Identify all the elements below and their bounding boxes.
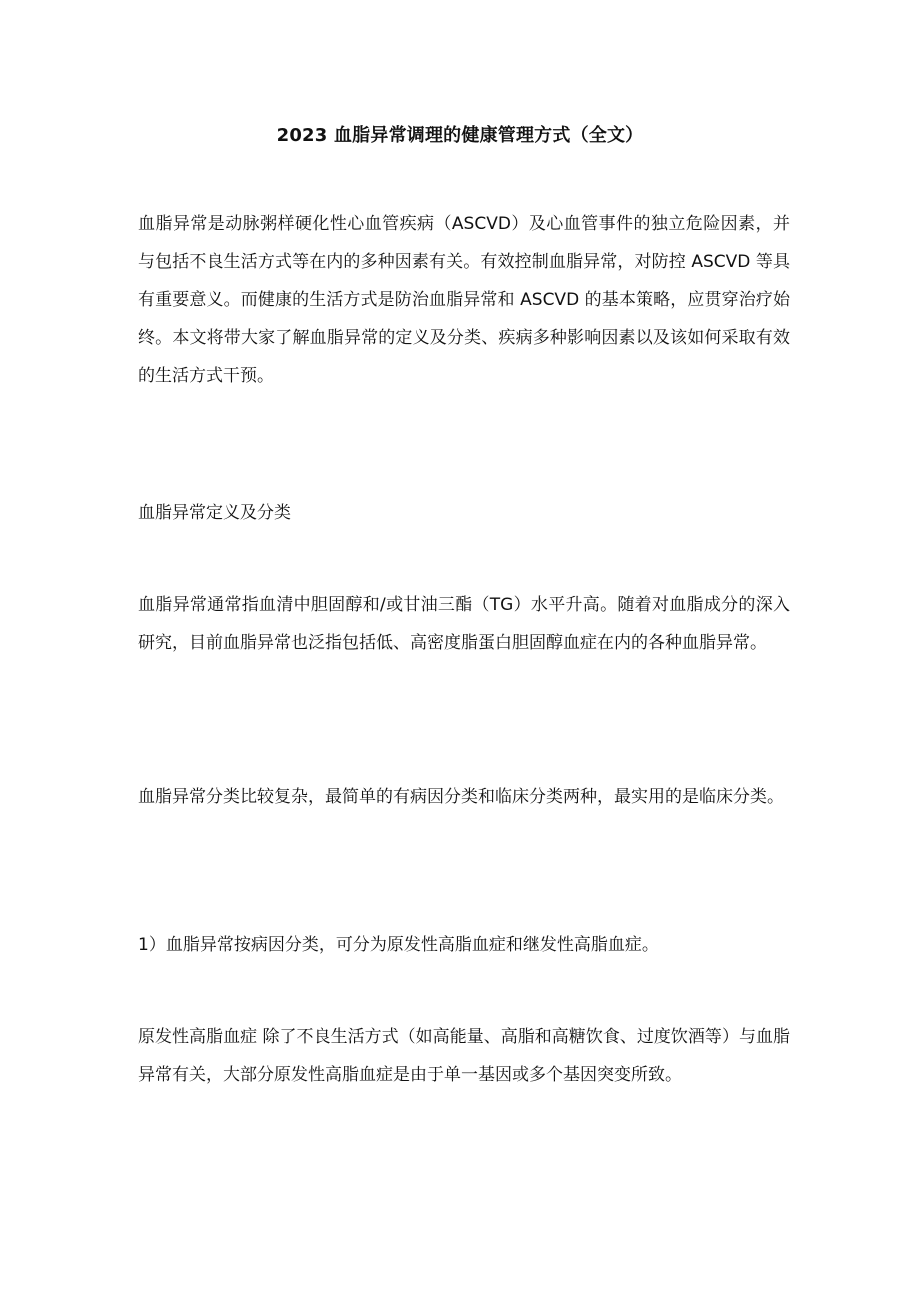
classification-paragraph: 血脂异常分类比较复杂，最简单的有病因分类和临床分类两种，最实用的是临床分类。 xyxy=(138,787,784,807)
primary-hyperlipidemia-paragraph: 原发性高脂血症 除了不良生活方式（如高能量、高脂和高糖饮食、过度饮酒等）与血脂异常有关，大部分原发性高脂血症是由于单一基因或多个基因突变所致。 xyxy=(138,1027,790,1085)
etiology-paragraph: 1）血脂异常按病因分类，可分为原发性高脂血症和继发性高脂血症。 xyxy=(138,935,659,955)
intro-paragraph: 血脂异常是动脉粥样硬化性心血管疾病（ASCVD）及心血管事件的独立危险因素，并与包括不良生活方式等在内的多种因素有关。有效控制血脂异常，对防控 ASCVD 等具有重要意义。而健康的生活方式是防治血脂异常和 ASCVD 的基本策略，应贯穿治疗始终。本文将带大家了解血脂异常的定义及分类、疾病多种影响因素以及该如何采取有效的生活方式干预。 xyxy=(138,214,790,386)
document-title: 2023 血脂异常调理的健康管理方式（全文） xyxy=(276,125,644,146)
section-heading: 血脂异常定义及分类 xyxy=(138,503,291,523)
definition-paragraph: 血脂异常通常指血清中胆固醇和/或甘油三酯（TG）水平升高。随着对血脂成分的深入研究，目前血脂异常也泛指包括低、高密度脂蛋白胆固醇血症在内的各种血脂异常。 xyxy=(138,595,790,653)
